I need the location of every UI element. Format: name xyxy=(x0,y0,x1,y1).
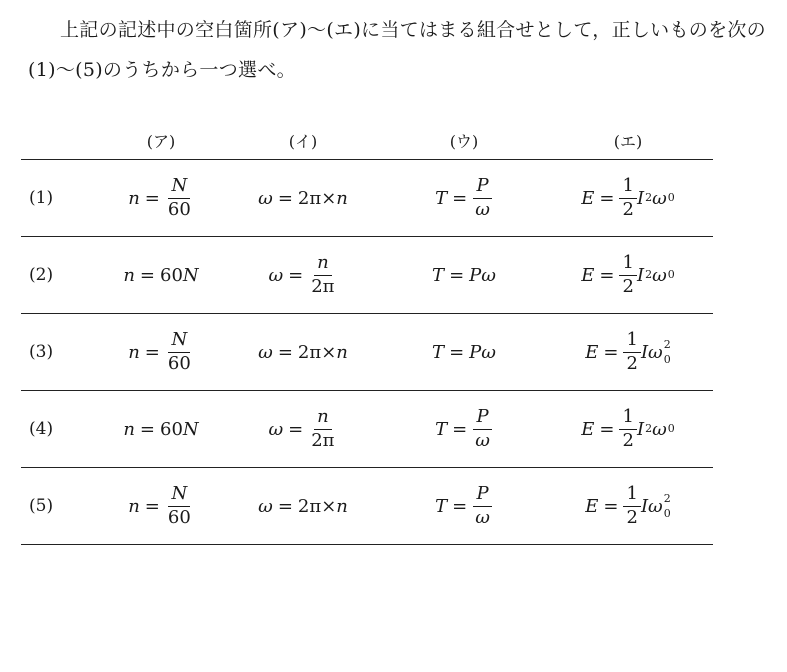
formula-a: n = 60 N xyxy=(101,391,221,468)
choice-label: (1) xyxy=(21,160,101,237)
choice-row-4 xyxy=(21,391,713,468)
formula-e: E = $\frac{1}{2}$ I 2 ω 0 xyxy=(543,237,713,314)
answer-choices-table xyxy=(21,121,713,545)
header-u: (ウ) xyxy=(385,121,543,160)
choice-label: (5) xyxy=(21,468,101,545)
formula-i: ω = $\frac{n}{2\pi}$ xyxy=(221,237,385,314)
formula-a: n = $\frac{N}{60}$ xyxy=(101,468,221,545)
formula-i: ω = 2π× n xyxy=(221,468,385,545)
formula-i: ω = $\frac{n}{2\pi}$ xyxy=(221,391,385,468)
choice-row-2 xyxy=(21,237,713,314)
formula-e: E = $\frac{1}{2}$ I 2 ω 0 xyxy=(543,160,713,237)
formula-a: n = 60 N xyxy=(101,237,221,314)
choice-row-1 xyxy=(21,160,713,237)
formula-i: ω = 2π× n xyxy=(221,314,385,391)
formula-u: T = $\frac{P}{\omega}$ xyxy=(385,160,543,237)
choice-label: (2) xyxy=(21,237,101,314)
formula-u: T = $\frac{P}{\omega}$ xyxy=(385,391,543,468)
choice-row-3 xyxy=(21,314,713,391)
formula-a: n = $\frac{N}{60}$ xyxy=(101,160,221,237)
header-a: (ア) xyxy=(101,121,221,160)
formula-e: E = $\frac{1}{2}$ Iω 2 0 xyxy=(543,314,713,391)
header-i: (イ) xyxy=(221,121,385,160)
formula-a: n = $\frac{N}{60}$ xyxy=(101,314,221,391)
formula-u: T = Pω xyxy=(385,237,543,314)
header-blank xyxy=(21,121,101,160)
choice-row-5 xyxy=(21,468,713,545)
table-header-row xyxy=(21,121,713,160)
formula-u: T = Pω xyxy=(385,314,543,391)
header-e: (エ) xyxy=(543,121,713,160)
question-text: 上記の記述中の空白箇所(ア)～(エ)に当てはまる組合せとして，正しいものを次の(1)～(5)のうちから一つ選べ。 xyxy=(28,19,766,81)
formula-u: T = $\frac{P}{\omega}$ xyxy=(385,468,543,545)
formula-i: ω = 2π× n xyxy=(221,160,385,237)
choice-label: (4) xyxy=(21,391,101,468)
formula-e: E = $\frac{1}{2}$ I 2 ω 0 xyxy=(543,391,713,468)
formula-e: E = $\frac{1}{2}$ Iω 2 0 xyxy=(543,468,713,545)
choice-label: (3) xyxy=(21,314,101,391)
